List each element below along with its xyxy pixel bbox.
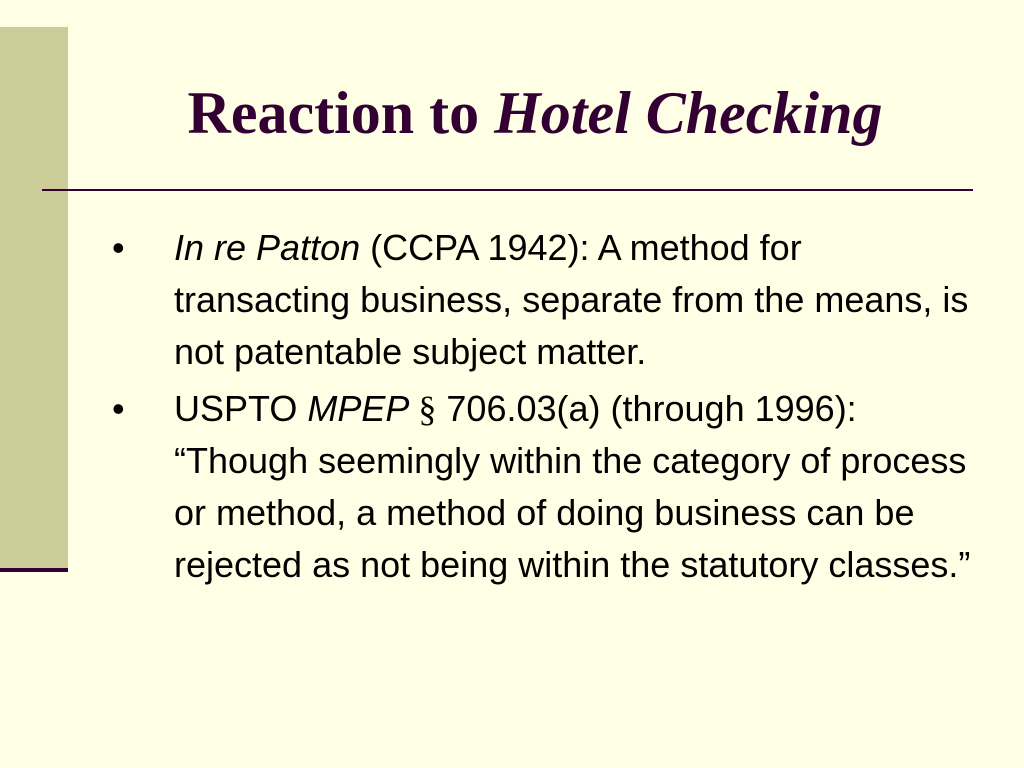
bullet-lead-text: USPTO — [174, 388, 308, 429]
title-divider — [42, 189, 973, 191]
bullet-item-patton — [112, 222, 972, 378]
bullet-item-mpep — [112, 383, 972, 591]
title-italic-text: Hotel Checking — [494, 80, 883, 146]
case-name: In re Patton — [174, 227, 361, 268]
bullet-text: 706.03(a) (through 1996): “Though seemingly within the category of process or method, a method of doing business can be rejected as not being within the statutory classes.” — [174, 388, 971, 585]
bullet-text: (CCPA 1942): A method for transacting business, separate from the means, is not patentable subject matter. — [174, 227, 969, 372]
bullet-marker: • — [112, 388, 125, 429]
bullet-marker: • — [112, 227, 125, 268]
side-accent-rule — [0, 568, 68, 572]
slide-title — [70, 74, 1000, 152]
side-accent-bar — [0, 27, 68, 570]
section-symbol: § — [409, 389, 437, 429]
manual-name: MPEP — [307, 388, 410, 429]
bullet-list — [112, 222, 972, 596]
title-plain-text: Reaction to — [187, 80, 495, 146]
